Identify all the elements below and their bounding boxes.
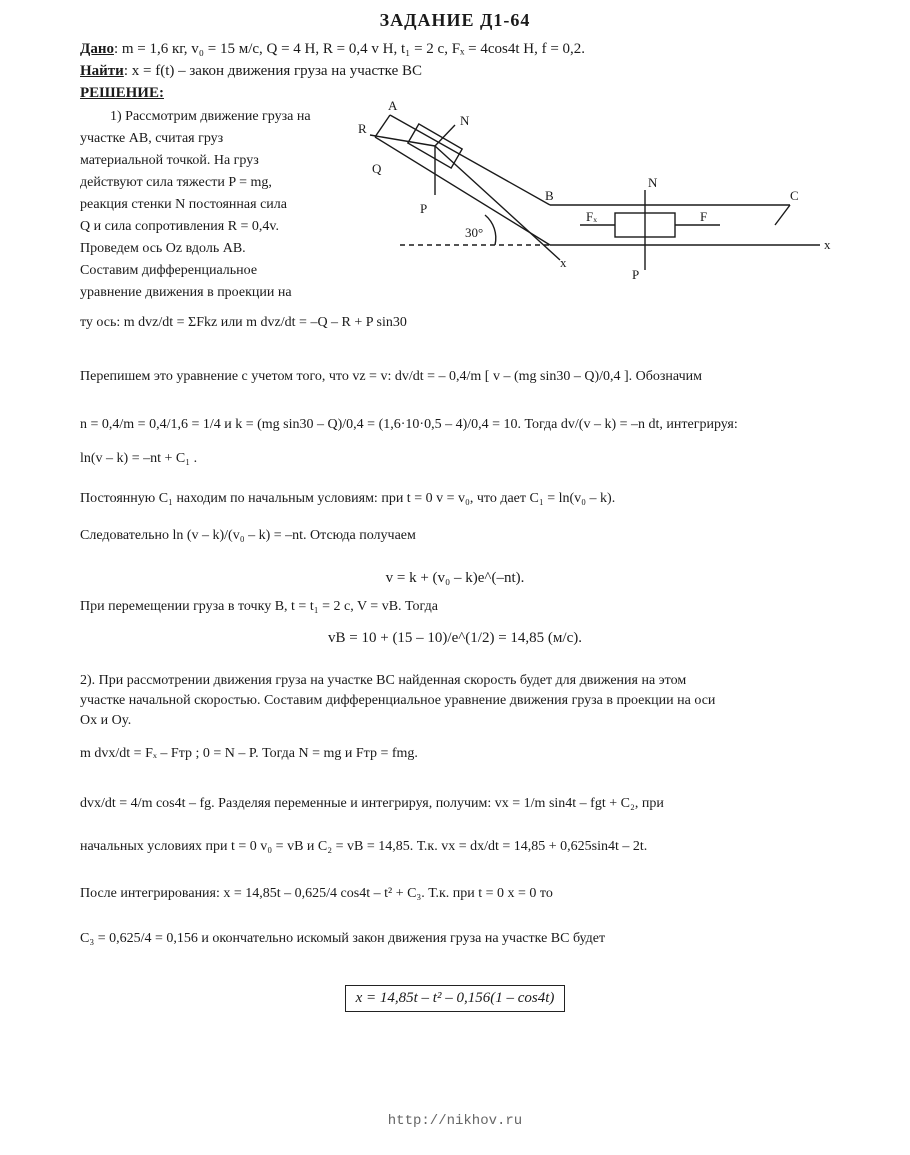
part2-line: участке начальной скоростью. Составим дифференциальное уравнение движения груза в проекции на оси	[80, 693, 716, 708]
label-q: Q	[372, 161, 382, 176]
part1-line: уравнение движения в проекции на	[80, 285, 292, 300]
mechanics-diagram	[350, 95, 840, 285]
eq-centered: v = k + (v₀ – k)e^(–nt).	[385, 570, 525, 586]
label-ftr: F	[700, 209, 708, 224]
part1-line: материальной точкой. На груз	[80, 153, 259, 168]
given-row	[80, 40, 585, 58]
label-p2: P	[632, 267, 640, 282]
eq-centered: vB = 10 + (15 – 10)/e^(1/2) = 14,85 (м/с).	[328, 630, 582, 646]
label-fx: Fₓ	[586, 209, 598, 224]
incline-top-edge	[375, 115, 390, 137]
part2-line: Ox и Oy.	[80, 713, 132, 728]
label-p1: P	[420, 201, 428, 216]
given-text: : m = 1,6 кг, v₀ = 15 м/с, Q = 4 Н, R = 0,4 v Н, t₁ = 2 с, Fₓ = 4cos4t Н, f = 0,2.	[113, 41, 586, 57]
part1-line: ту ось: m dvz/dt = ΣFkz или m dvz/dt = –Q – R + P sin30	[80, 315, 407, 330]
incline-upper-line	[390, 115, 550, 205]
label-c: C	[790, 188, 799, 203]
label-n2: N	[648, 175, 658, 190]
part1-line: 1) Рассмотрим движение груза на	[110, 109, 311, 124]
eq-line: При перемещении груза в точку B, t = t₁ = 2 c, V = vB. Тогда	[80, 599, 438, 614]
given-label: Дано	[80, 41, 114, 57]
eq-line: n = 0,4/m = 0,4/1,6 = 1/4 и k = (mg sin30 – Q)/0,4 = (1,6·10·0,5 – 4)/0,4 = 10. Тогда dv/(v – k) = –n dt, интегрируя:	[80, 417, 738, 432]
part2-line: m dvx/dt = Fₓ – Fтр ; 0 = N – P. Тогда N = mg и Fтр = fmg.	[80, 746, 418, 761]
angle-arc	[485, 215, 496, 245]
label-n1: N	[460, 113, 470, 128]
label-angle: 30°	[465, 225, 484, 240]
wall-c	[775, 205, 790, 225]
label-b: B	[545, 188, 554, 203]
part1-line: действуют сила тяжести P = mg,	[80, 175, 272, 190]
part1-line: Составим дифференциальное	[80, 263, 258, 278]
final-answer-box: x = 14,85t – t² – 0,156(1 – cos4t)	[345, 985, 566, 1012]
label-r: R	[358, 121, 367, 136]
eq-line: Перепишем это уравнение с учетом того, что vz = v: dv/dt = – 0,4/m [ v – (mg sin30 – Q)/0,4 ]. Обозначим	[80, 369, 702, 384]
part2-line: 2). При рассмотрении движения груза на участке BC найденная скорость будет для движения на этом	[80, 673, 687, 688]
solution-heading: РЕШЕНИЕ:	[80, 85, 164, 101]
page-title: ЗАДАНИЕ Д1-64	[379, 10, 531, 30]
eq-line: Следовательно ln (v – k)/(v₀ – k) = –nt. Отсюда получаем	[80, 528, 416, 543]
eq-line: Постоянную C₁ находим по начальным условиям: при t = 0 v = v₀, что дает C₁ = ln(v₀ – k).	[80, 491, 616, 506]
find-label: Найти	[80, 63, 124, 79]
label-x1: x	[560, 255, 567, 270]
part1-line: реакция стенки N постоянная сила	[80, 197, 287, 212]
part1-line: участке AB, считая груз	[80, 131, 224, 146]
part1-line: Q и сила сопротивления R = 0,4v.	[80, 219, 280, 234]
label-x2: x	[824, 237, 831, 252]
part2-line: начальных условиях при t = 0 v₀ = vB и C₂ = vB = 14,85. Т.к. vx = dx/dt = 14,85 + 0,625sin4t – 2t.	[80, 839, 648, 854]
label-a: A	[388, 98, 398, 113]
part2-line: dvx/dt = 4/m cos4t – fg. Разделяя переменные и интегрируя, получим: vx = 1/m sin4t – fgt + C₂, при	[80, 796, 664, 811]
eq-line: ln(v – k) = –nt + C₁ .	[80, 451, 198, 466]
footer-url: http://nikhov.ru	[387, 1113, 523, 1129]
answer-row	[0, 985, 910, 1012]
part1-line: Проведем ось Oz вдоль AB.	[80, 241, 246, 256]
part2-line: C₃ = 0,625/4 = 0,156 и окончательно искомый закон движения груза на участке BC будет	[80, 931, 606, 946]
axis-x1	[435, 146, 560, 260]
part2-line: После интегрирования: x = 14,85t – 0,625/4 cos4t – t² + C₃. Т.к. при t = 0 x = 0 то	[80, 886, 553, 901]
find-text: : x = f(t) – закон движения груза на участке BC	[123, 63, 422, 79]
find-row	[80, 62, 422, 80]
